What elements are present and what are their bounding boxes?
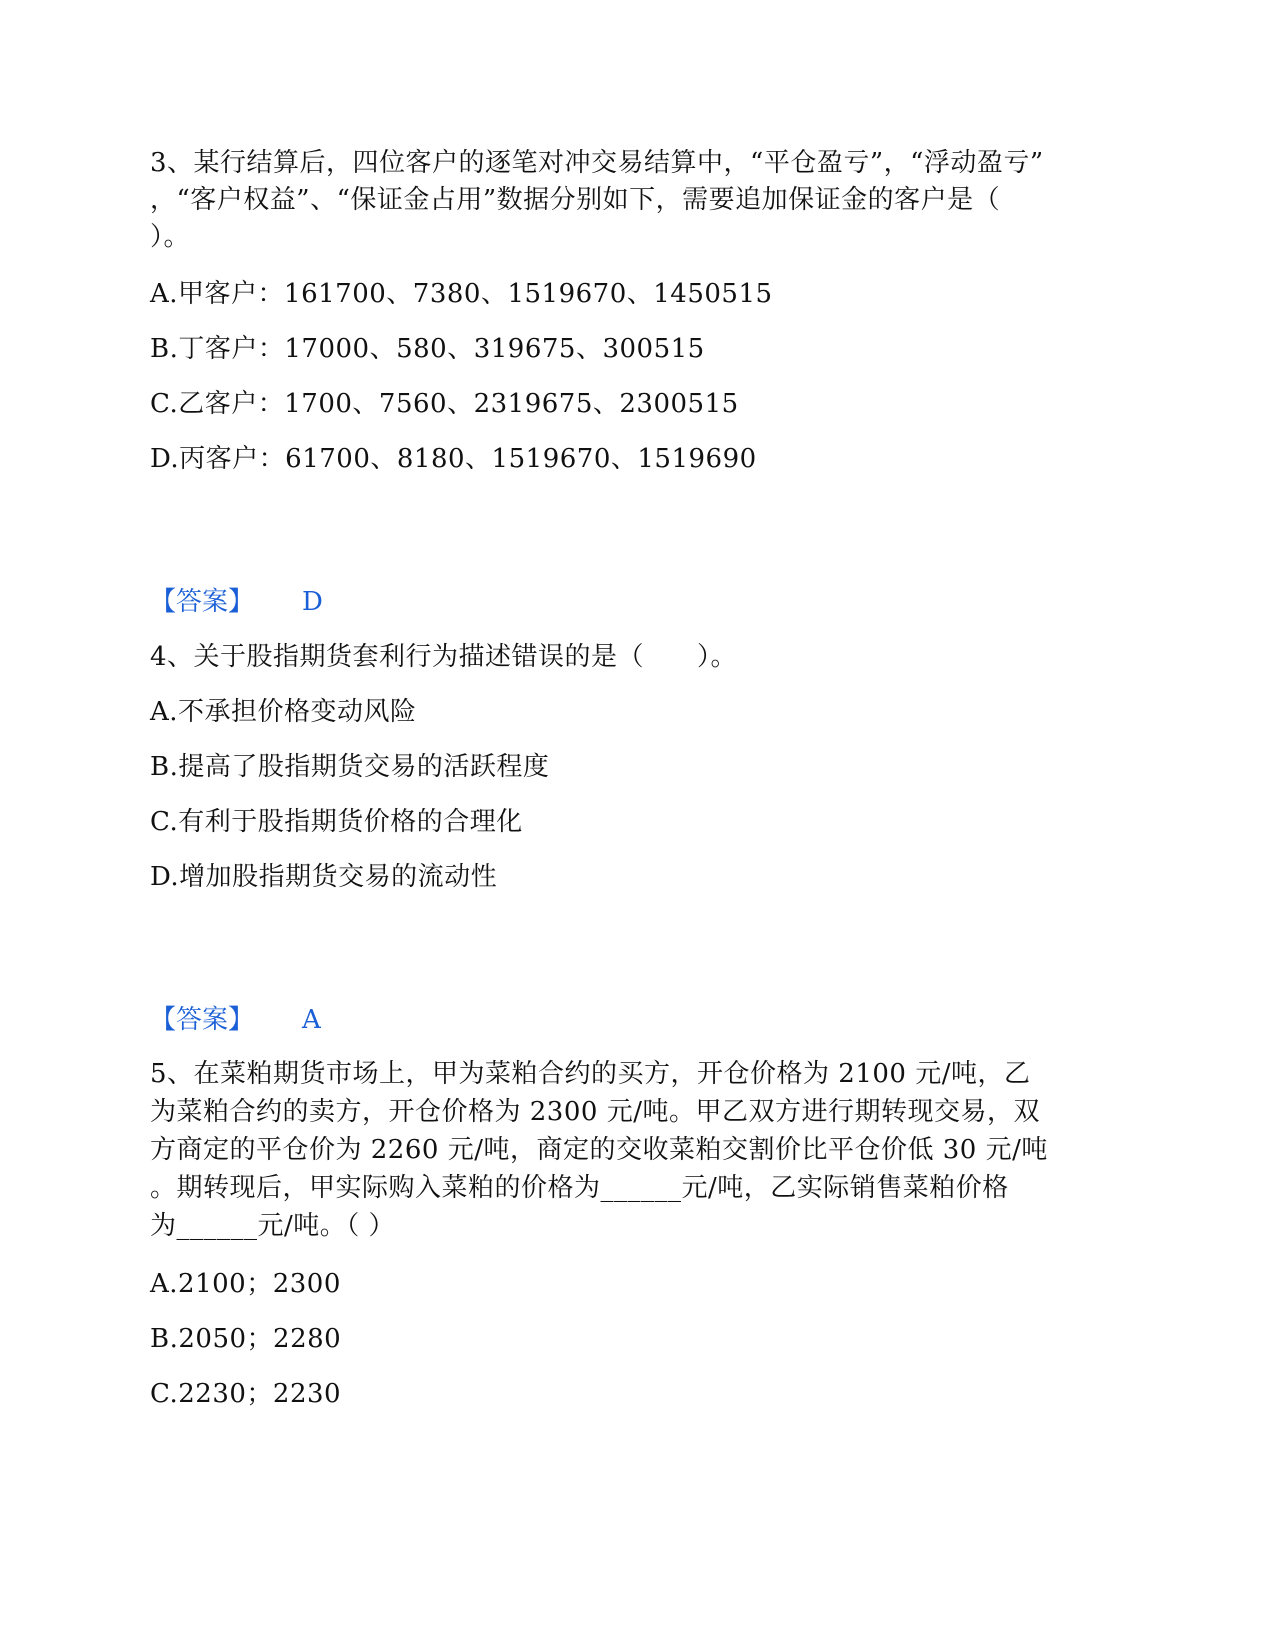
q4-answer	[150, 1002, 321, 1038]
q4-option-c: C.有利于股指期货价格的合理化	[150, 807, 523, 837]
q5-option-a: A.2100；2300	[150, 1269, 341, 1299]
q3-option-c: C.乙客户：1700、7560、2319675、2300515	[150, 389, 739, 419]
q4-answer-value: A	[302, 1005, 321, 1035]
q4-option-a: A.不承担价格变动风险	[150, 697, 417, 727]
q3-option-a: A.甲客户：161700、7380、1519670、1450515	[150, 279, 773, 309]
q3-answer-value: D	[302, 587, 323, 617]
q5-option-c: C.2230；2230	[150, 1379, 342, 1409]
q5-stem-line-3: 方商定的平仓价为 2260 元/吨，商定的交收菜粕交割价比平仓价低 30 元/吨	[150, 1135, 1048, 1165]
q5-stem-line-5: 为______元/吨。（ ）	[150, 1211, 396, 1241]
q3-stem-line-1: 3、某行结算后，四位客户的逐笔对冲交易结算中，“平仓盈亏”，“浮动盈亏”	[150, 148, 1044, 178]
q4-answer-label: 【答案】	[150, 1005, 255, 1035]
q4-option-d: D.增加股指期货交易的流动性	[150, 862, 498, 892]
q4-stem-line-1: 4、关于股指期货套利行为描述错误的是（ ）。	[150, 642, 738, 672]
q5-stem-line-4: 。期转现后，甲实际购入菜粕的价格为______元/吨，乙实际销售菜粕价格	[150, 1173, 1009, 1203]
q3-answer	[150, 584, 323, 620]
q5-stem-line-2: 为菜粕合约的卖方，开仓价格为 2300 元/吨。甲乙双方进行期转现交易，双	[150, 1097, 1040, 1127]
q5-option-b: B.2050；2280	[150, 1324, 342, 1354]
q3-answer-label: 【答案】	[150, 587, 255, 617]
q3-stem-line-2: ，“客户权益”、“保证金占用”数据分别如下，需要追加保证金的客户是（	[150, 185, 1001, 215]
q4-option-b: B.提高了股指期货交易的活跃程度	[150, 752, 550, 782]
q3-option-b: B.丁客户：17000、580、319675、300515	[150, 334, 705, 364]
q5-stem-line-1: 5、在菜粕期货市场上，甲为菜粕合约的买方，开仓价格为 2100 元/吨，乙	[150, 1059, 1031, 1089]
q3-option-d: D.丙客户：61700、8180、1519670、1519690	[150, 444, 757, 474]
q3-stem-line-3: ）。	[150, 222, 191, 252]
